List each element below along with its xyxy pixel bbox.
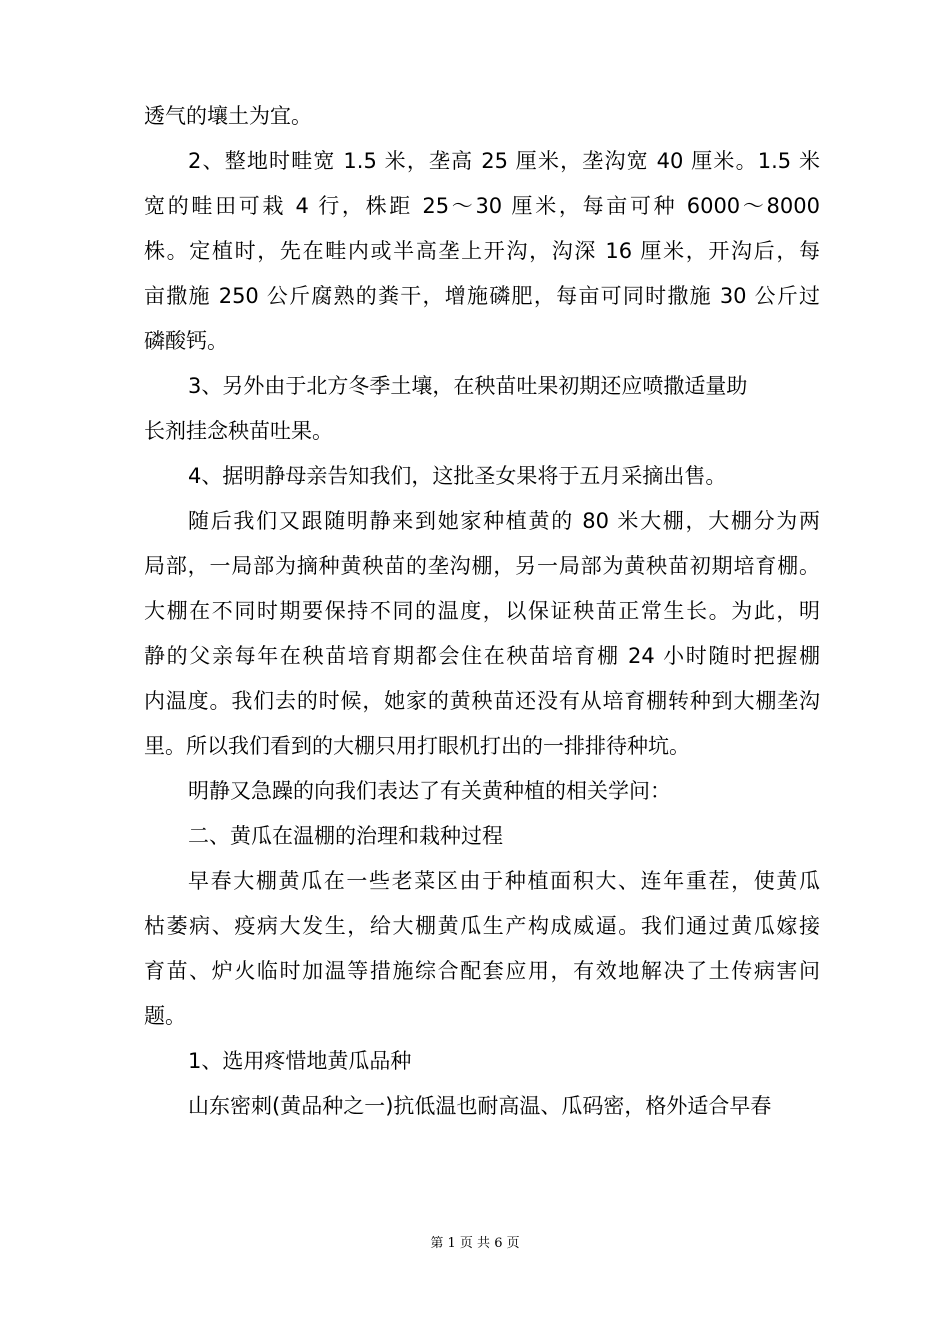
text-line: 里。所以我们看到的大棚只用打眼机打出的一排排待种坑。	[144, 734, 690, 758]
text-line: 山东密刺(黄品种之一)抗低温也耐高温、瓜码密，格外适合早春	[188, 1094, 772, 1118]
text-line: 枯萎病、疫病大发生，给大棚黄瓜生产构成威逼。我们通过黄瓜嫁接	[144, 914, 820, 938]
text-line: 4、据明静母亲告知我们，这批圣女果将于五月采摘出售。	[188, 464, 727, 488]
text-line: 大棚在不同时期要保持不同的温度，以保证秧苗正常生长。为此，明	[144, 599, 820, 623]
text-line: 明静又急躁的向我们表达了有关黄种植的相关学问：	[188, 779, 671, 803]
text-line: 育苗、炉火临时加温等措施综合配套应用，有效地解决了土传病害问	[144, 959, 820, 983]
document-body	[144, 94, 820, 1129]
page-footer: 第 1 页 共 6 页	[430, 1236, 520, 1251]
text-line: 宽的畦田可栽 4 行，株距 25～30 厘米，每亩可种 6000～8000	[144, 194, 820, 218]
text-line: 亩撒施 250 公斤腐熟的粪干，增施磷肥，每亩可同时撒施 30 公斤过	[144, 284, 820, 308]
text-line: 长剂挂念秧苗吐果。	[144, 419, 333, 443]
text-line: 株。定植时，先在畦内或半高垄上开沟，沟深 16 厘米，开沟后，每	[144, 239, 820, 263]
subsection-heading: 1、选用疼惜地黄瓜品种	[188, 1049, 412, 1073]
text-line: 随后我们又跟随明静来到她家种植黄的 80 米大棚，大棚分为两	[188, 509, 820, 533]
text-line: 2、整地时畦宽 1.5 米，垄高 25 厘米，垄沟宽 40 厘米。1.5 米	[188, 149, 820, 173]
section-heading: 二、黄瓜在温棚的治理和栽种过程	[188, 824, 503, 848]
text-line: 早春大棚黄瓜在一些老菜区由于种植面积大、连年重茬，使黄瓜	[188, 869, 820, 893]
text-line: 磷酸钙。	[144, 329, 228, 353]
text-line: 内温度。我们去的时候，她家的黄秧苗还没有从培育棚转种到大棚垄沟	[144, 689, 820, 713]
text-line: 透气的壤土为宜。	[144, 104, 312, 128]
text-line: 题。	[144, 1004, 186, 1028]
text-line: 局部，一局部为摘种黄秧苗的垄沟棚，另一局部为黄秧苗初期培育棚。	[144, 554, 820, 578]
text-line: 3、另外由于北方冬季土壤，在秧苗吐果初期还应喷撒适量助	[188, 374, 748, 398]
text-line: 静的父亲每年在秧苗培育期都会住在秧苗培育棚 24 小时随时把握棚	[144, 644, 820, 668]
